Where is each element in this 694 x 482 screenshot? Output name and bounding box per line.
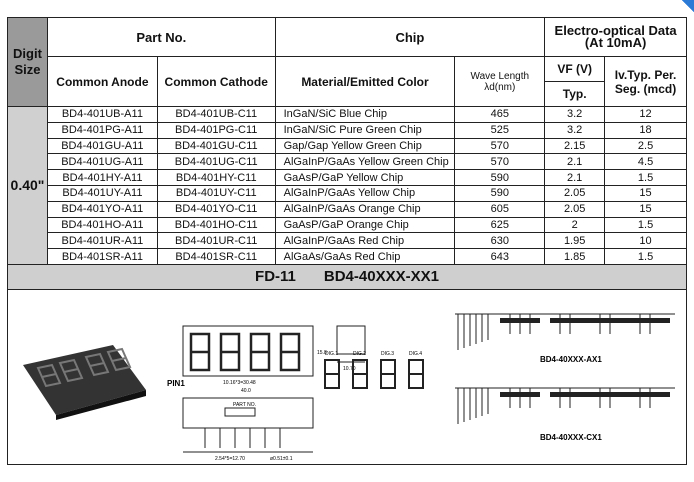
wavelength-header: Wave Length λd(nm) [455, 57, 545, 107]
wavelength-cell: 590 [455, 185, 545, 201]
vf-cell: 2.05 [545, 185, 605, 201]
material-cell: InGaN/SiC Blue Chip [275, 107, 455, 123]
common-cathode-cell: BD4-401UB-C11 [157, 107, 275, 123]
material-cell: AlGaInP/GaAs Yellow Green Chip [275, 154, 455, 170]
vf-cell: 1.95 [545, 233, 605, 249]
pin1-label: PIN1 [167, 379, 185, 388]
digit1-label: DIG.1 [325, 351, 339, 357]
wavelength-cell: 605 [455, 201, 545, 217]
iv-cell: 15 [605, 185, 687, 201]
vf-cell: 1.85 [545, 249, 605, 265]
vf-cell: 3.2 [545, 107, 605, 123]
vf-header: VF (V) [545, 57, 605, 82]
iv-cell: 4.5 [605, 154, 687, 170]
common-anode-cell: BD4-401PG-A11 [47, 122, 157, 138]
ax-circuit-label: BD4-40XXX-AX1 [540, 355, 602, 364]
common-anode-cell: BD4-401HO-A11 [47, 217, 157, 233]
table-row [8, 170, 687, 186]
wavelength-cell: 630 [455, 233, 545, 249]
common-cathode-cell: BD4-401PG-C11 [157, 122, 275, 138]
material-cell: AlGaInP/GaAs Red Chip [275, 233, 455, 249]
common-cathode-cell: BD4-401UG-C11 [157, 154, 275, 170]
wavelength-cell: 525 [455, 122, 545, 138]
cx-circuit-label: BD4-40XXX-CX1 [540, 433, 602, 442]
common-anode-cell: BD4-401HY-A11 [47, 170, 157, 186]
eo-header: Electro-optical Data (At 10mA) [545, 18, 687, 57]
pitch-label: 10.16*3=30.48 [223, 380, 256, 386]
wavelength-cell: 570 [455, 138, 545, 154]
digit-size-cell: 0.40" [8, 107, 48, 265]
common-cathode-cell: BD4-401HO-C11 [157, 217, 275, 233]
common-cathode-header: Common Cathode [157, 57, 275, 107]
table-row [8, 138, 687, 154]
digit-size-header: Digit Size [8, 18, 48, 107]
segment-diagram [320, 345, 430, 425]
material-header: Material/Emitted Color [275, 57, 455, 107]
pin-pitch-label: 2.54*5=12.70 [215, 456, 245, 462]
wavelength-cell: 465 [455, 107, 545, 123]
material-cell: Gap/Gap Yellow Green Chip [275, 138, 455, 154]
part-no-header: Part No. [47, 18, 275, 57]
digit2-label: DIG.2 [353, 351, 367, 357]
table-row [8, 249, 687, 265]
common-cathode-cell: BD4-401YO-C11 [157, 201, 275, 217]
iv-cell: 18 [605, 122, 687, 138]
depth-label: 10.70 [343, 366, 356, 372]
common-anode-cell: BD4-401UY-A11 [47, 185, 157, 201]
material-cell: InGaN/SiC Pure Green Chip [275, 122, 455, 138]
iv-cell: 1.5 [605, 170, 687, 186]
iv-cell: 12 [605, 107, 687, 123]
wavelength-cell: 625 [455, 217, 545, 233]
iv-cell: 15 [605, 201, 687, 217]
common-anode-cell: BD4-401UB-A11 [47, 107, 157, 123]
material-cell: AlGaAs/GaAs Red Chip [275, 249, 455, 265]
circuit-diagrams [450, 300, 680, 450]
common-cathode-cell: BD4-401UY-C11 [157, 185, 275, 201]
table-row [8, 217, 687, 233]
common-cathode-cell: BD4-401SR-C11 [157, 249, 275, 265]
iv-cell: 1.5 [605, 217, 687, 233]
typ-header: Typ. [545, 82, 605, 107]
common-cathode-cell: BD4-401HY-C11 [157, 170, 275, 186]
chip-header: Chip [275, 18, 545, 57]
common-anode-cell: BD4-401UG-A11 [47, 154, 157, 170]
wavelength-cell: 570 [455, 154, 545, 170]
common-anode-cell: BD4-401SR-A11 [47, 249, 157, 265]
page-corner-fold [682, 0, 694, 12]
iv-header: Iv.Typ. Per. Seg. (mcd) [605, 57, 687, 107]
vf-cell: 2.1 [545, 170, 605, 186]
material-cell: AlGaInP/GaAs Yellow Chip [275, 185, 455, 201]
material-cell: GaAsP/GaP Yellow Chip [275, 170, 455, 186]
vf-cell: 2.15 [545, 138, 605, 154]
iv-cell: 2.5 [605, 138, 687, 154]
iv-cell: 1.5 [605, 249, 687, 265]
width-label: 40.0 [241, 388, 251, 394]
table-row [8, 107, 687, 123]
digit4-label: DIG.4 [409, 351, 423, 357]
digit3-label: DIG.3 [381, 351, 395, 357]
common-anode-cell: BD4-401UR-A11 [47, 233, 157, 249]
table-row [8, 122, 687, 138]
table-row [8, 154, 687, 170]
common-anode-header: Common Anode [47, 57, 157, 107]
material-cell: AlGaInP/GaAs Orange Chip [275, 201, 455, 217]
series-band: FD-11 BD4-40XXX-XX1 [8, 264, 687, 289]
table-row [8, 185, 687, 201]
table-row [8, 201, 687, 217]
vf-cell: 2.05 [545, 201, 605, 217]
vf-cell: 3.2 [545, 122, 605, 138]
common-anode-cell: BD4-401YO-A11 [47, 201, 157, 217]
iv-cell: 10 [605, 233, 687, 249]
wavelength-cell: 643 [455, 249, 545, 265]
wavelength-cell: 590 [455, 170, 545, 186]
pin-dia-label: ø0.51±0.1 [270, 456, 293, 462]
common-cathode-cell: BD4-401UR-C11 [157, 233, 275, 249]
vf-cell: 2 [545, 217, 605, 233]
vf-cell: 2.1 [545, 154, 605, 170]
display-photo [18, 340, 148, 420]
material-cell: GaAsP/GaP Orange Chip [275, 217, 455, 233]
height-label: 15.8 [317, 350, 327, 356]
table-row [8, 233, 687, 249]
common-anode-cell: BD4-401GU-A11 [47, 138, 157, 154]
common-cathode-cell: BD4-401GU-C11 [157, 138, 275, 154]
part-no-label: PART NO. [233, 402, 257, 408]
